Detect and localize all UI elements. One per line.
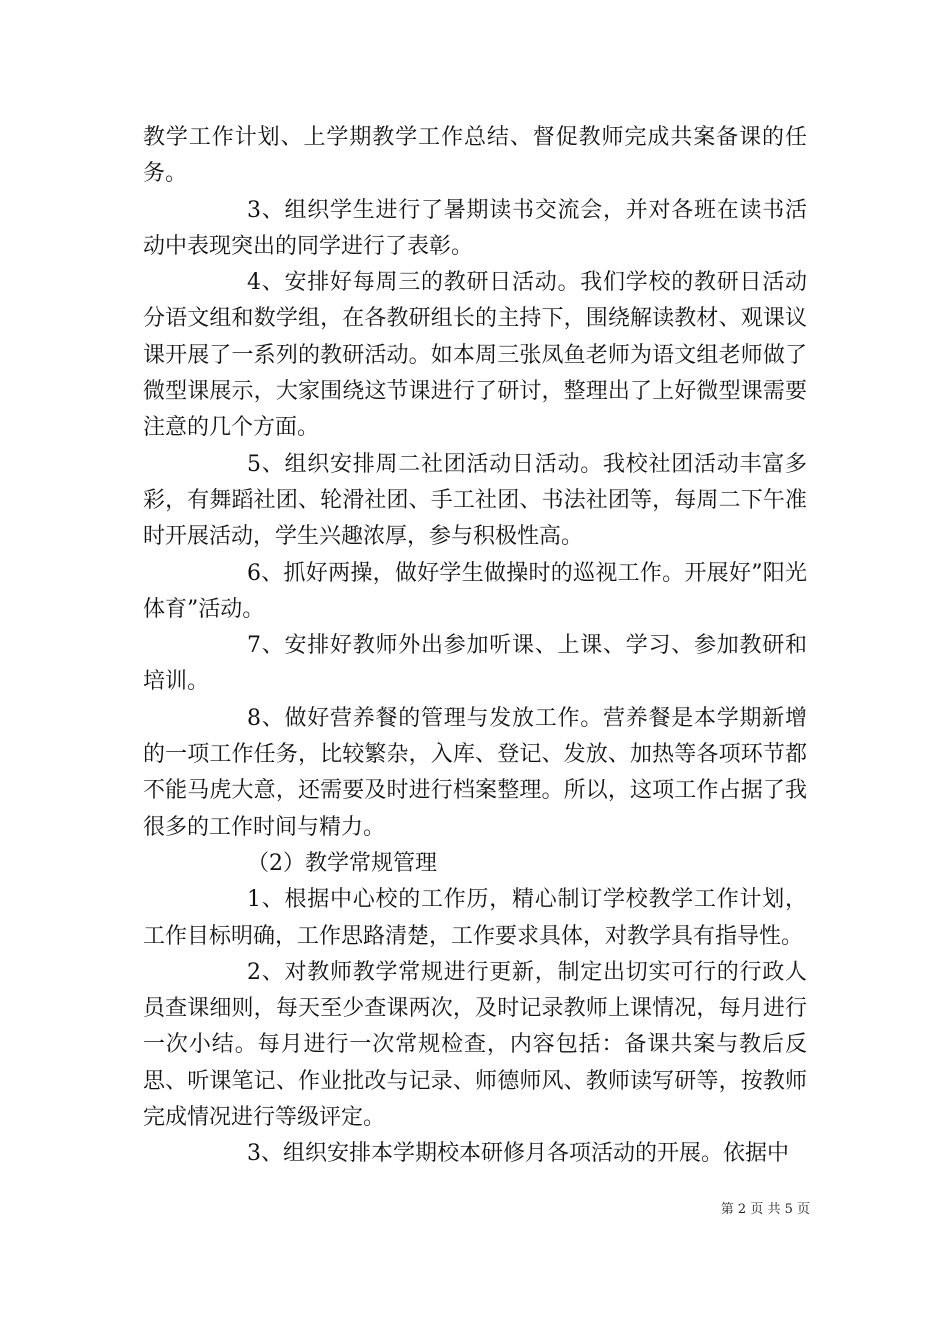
section-heading: （2）教学常规管理 (247, 850, 437, 876)
paragraph-item-3b: 3、组织安排本学期校本研修月各项活动的开展。依据中 (247, 1141, 789, 1167)
paragraph-item-4: 4、安排好每周三的教研日活动。我们学校的教研日活动分语文组和数学组，在各教研组长的主持下，围绕解读教材、观课议课开展了一系列的教研活动。如本周三张凤鱼老师为语文组老师做了微型课展示，大家围绕这节课进行了研讨，整理出了上好微型课需要注意的几个方面。 (143, 270, 807, 441)
paragraph-item-5: 5、组织安排周二社团活动日活动。我校社团活动丰富多彩，有舞蹈社团、轮滑社团、手工社团、书法社团等，每周二下午准时开展活动，学生兴趣浓厚，参与积极性高。 (143, 451, 807, 550)
paragraph-continuation: 教学工作计划、上学期教学工作总结、督促教师完成共案备课的任务。 (143, 125, 807, 187)
document-body (143, 120, 807, 1173)
paragraph-item-8: 8、做好营养餐的管理与发放工作。营养餐是本学期新增的一项工作任务，比较繁杂，入库、登记、发放、加热等各项环节都不能马虎大意，还需要及时进行档案整理。所以，这项工作占据了我很多的工作时间与精力。 (143, 705, 807, 840)
paragraph-item-1: 1、根据中心校的工作历，精心制订学校教学工作计划，工作目标明确，工作思路清楚，工作要求具体，对教学具有指导性。 (143, 887, 807, 949)
paragraph-item-7: 7、安排好教师外出参加听课、上课、学习、参加教研和培训。 (143, 633, 807, 695)
paragraph-item-2: 2、对教师教学常规进行更新，制定出切实可行的行政人员查课细则，每天至少查课两次，及时记录教师上课情况，每月进行一次小结。每月进行一次常规检查，内容包括：备课共案与教后反思、听课笔记、作业批改与记录、师德师风、教师读写研等，按教师完成情况进行等级评定。 (143, 959, 807, 1131)
paragraph-item-3: 3、组织学生进行了暑期读书交流会，并对各班在读书活动中表现突出的同学进行了表彰。 (143, 197, 807, 259)
page-number-footer: 第 2 页 共 5 页 (720, 1202, 810, 1217)
paragraph-item-6: 6、抓好两操，做好学生做操时的巡视工作。开展好”阳光体育”活动。 (143, 560, 807, 622)
